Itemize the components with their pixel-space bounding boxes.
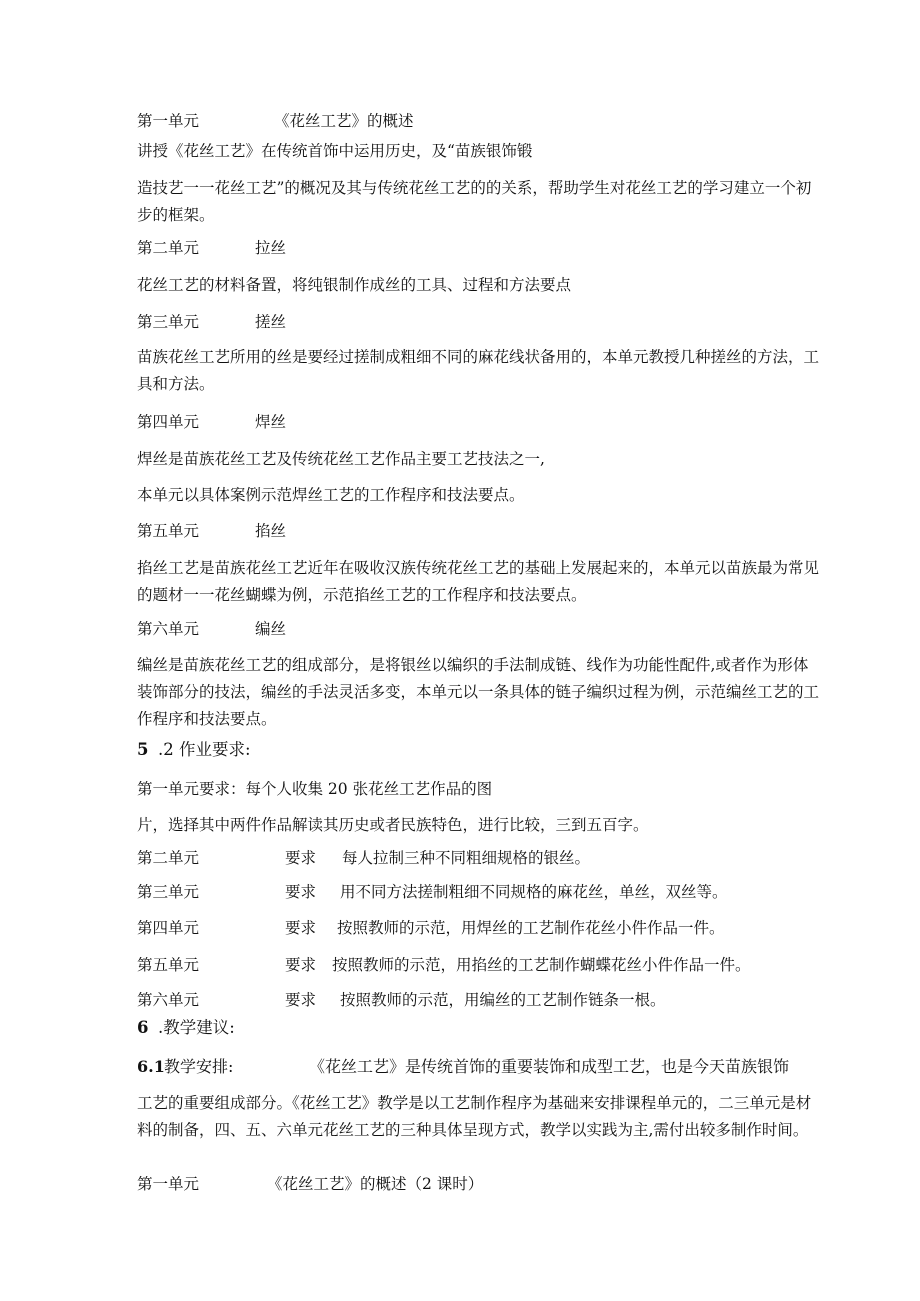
unit-label: 第四单元	[137, 919, 200, 937]
unit2-heading	[137, 238, 287, 258]
section-lead-text: 《花丝工艺》是传统首饰的重要装饰和成型工艺，也是今天苗族银饰	[309, 1057, 790, 1076]
unit1-description-line: 讲授《花丝工艺》在传统首饰中运用历史，及“苗族银饰锻	[137, 142, 533, 160]
unit6-heading	[137, 619, 287, 639]
unit1-heading	[137, 111, 414, 131]
requirement-text: 按照教师的示范，用焊丝的工艺制作花丝小件作品一件。	[337, 919, 725, 937]
requirement-label: 要求	[285, 956, 317, 974]
requirement-unit4	[137, 918, 725, 938]
section-title: .教学建议:	[158, 1018, 235, 1037]
unit-label: 第六单元	[137, 620, 200, 638]
unit4-description-line2: 本单元以具体案例示范焊丝工艺的工作程序和技法要点。	[137, 486, 525, 504]
requirement-label: 要求	[285, 991, 317, 1009]
unit-label: 第三单元	[137, 883, 200, 901]
unit2-description: 花丝工艺的材料备置，将纯银制作成丝的工具、过程和方法要点	[137, 276, 572, 294]
unit-title: 搓丝	[255, 313, 287, 331]
section-5-2-heading	[137, 740, 251, 760]
unit4-description-line1: 焊丝是苗族花丝工艺及传统花丝工艺作品主要工艺技法之一,	[137, 450, 545, 468]
requirement-unit6	[137, 990, 666, 1010]
unit-label: 第四单元	[137, 413, 200, 431]
unit-title: 掐丝	[255, 522, 287, 540]
requirement-text: 按照教师的示范，用掐丝的工艺制作蝴蝶花丝小件作品一件。	[332, 956, 751, 974]
unit3-heading	[137, 312, 287, 332]
unit-label: 第五单元	[137, 956, 200, 974]
requirement-unit2	[137, 848, 591, 868]
unit-label: 第六单元	[137, 991, 200, 1009]
requirement-unit3	[137, 882, 728, 902]
unit-label: 第三单元	[137, 313, 200, 331]
section-title: .2 作业要求:	[158, 740, 251, 759]
unit3-description-paragraph: 苗族花丝工艺所用的丝是要经过搓制成粗细不同的麻花线状备用的，本单元教授几种搓丝的方法，工具和方法。	[137, 348, 820, 393]
requirement-unit1-line1: 第一单元要求：每个人收集 20 张花丝工艺作品的图	[137, 780, 493, 798]
unit-title: 《花丝工艺》的概述（2 课时）	[267, 1175, 484, 1193]
section-6-1-heading	[137, 1057, 790, 1077]
unit-label: 第一单元	[137, 1175, 200, 1193]
requirement-text: 按照教师的示范，用编丝的工艺制作链条一根。	[340, 991, 666, 1009]
unit-title: 焊丝	[255, 413, 287, 431]
unit-label: 第二单元	[137, 239, 200, 257]
requirement-text: 用不同方法搓制粗细不同规格的麻花丝，单丝，双丝等。	[340, 883, 728, 901]
requirement-label: 要求	[285, 919, 317, 937]
unit6-description-paragraph: 编丝是苗族花丝工艺的组成部分，是将银丝以编织的手法制成链、线作为功能性配件,或者作为形体装饰部分的技法，编丝的手法灵活多变，本单元以一条具体的链子编织过程为例，示范编丝工艺的工作程序和技法要点。	[137, 656, 820, 728]
unit-title: 拉丝	[255, 239, 287, 257]
section-number: 6	[137, 1018, 149, 1037]
section-title: 教学安排:	[164, 1057, 234, 1076]
requirement-label: 要求	[285, 849, 317, 867]
section-6-heading	[137, 1018, 235, 1038]
unit4-heading	[137, 412, 287, 432]
unit-label: 第五单元	[137, 522, 200, 540]
unit-title: 编丝	[255, 620, 287, 638]
requirement-unit5	[137, 955, 751, 975]
section-number: 5	[137, 740, 149, 759]
schedule-unit1	[137, 1174, 484, 1194]
requirement-unit1-line2: 片，选择其中两件作品解读其历史或者民族特色，进行比较，三到五百字。	[137, 816, 649, 834]
requirement-label: 要求	[285, 883, 317, 901]
unit-label: 第一单元	[137, 112, 200, 130]
unit1-description-paragraph: 造技艺一一花丝工艺”的概况及其与传统花丝工艺的的关系，帮助学生对花丝工艺的学习建立一个初步的框架。	[137, 179, 812, 224]
section-number: 6.1	[137, 1057, 165, 1076]
section-6-1-paragraph: 工艺的重要组成部分。《花丝工艺》教学是以工艺制作程序为基础来安排课程单元的，二三单元是材料的制备，四、五、六单元花丝工艺的三种具体呈现方式，教学以实践为主,需付出较多制作时间。	[137, 1094, 812, 1139]
unit5-description-paragraph: 掐丝工艺是苗族花丝工艺近年在吸收汉族传统花丝工艺的基础上发展起来的，本单元以苗族最为常见的题材一一花丝蝴蝶为例，示范掐丝工艺的工作程序和技法要点。	[137, 559, 820, 604]
unit-title: 《花丝工艺》的概述	[274, 112, 414, 130]
requirement-text: 每人拉制三种不同粗细规格的银丝。	[342, 849, 591, 867]
unit5-heading	[137, 521, 287, 541]
unit-label: 第二单元	[137, 849, 200, 867]
